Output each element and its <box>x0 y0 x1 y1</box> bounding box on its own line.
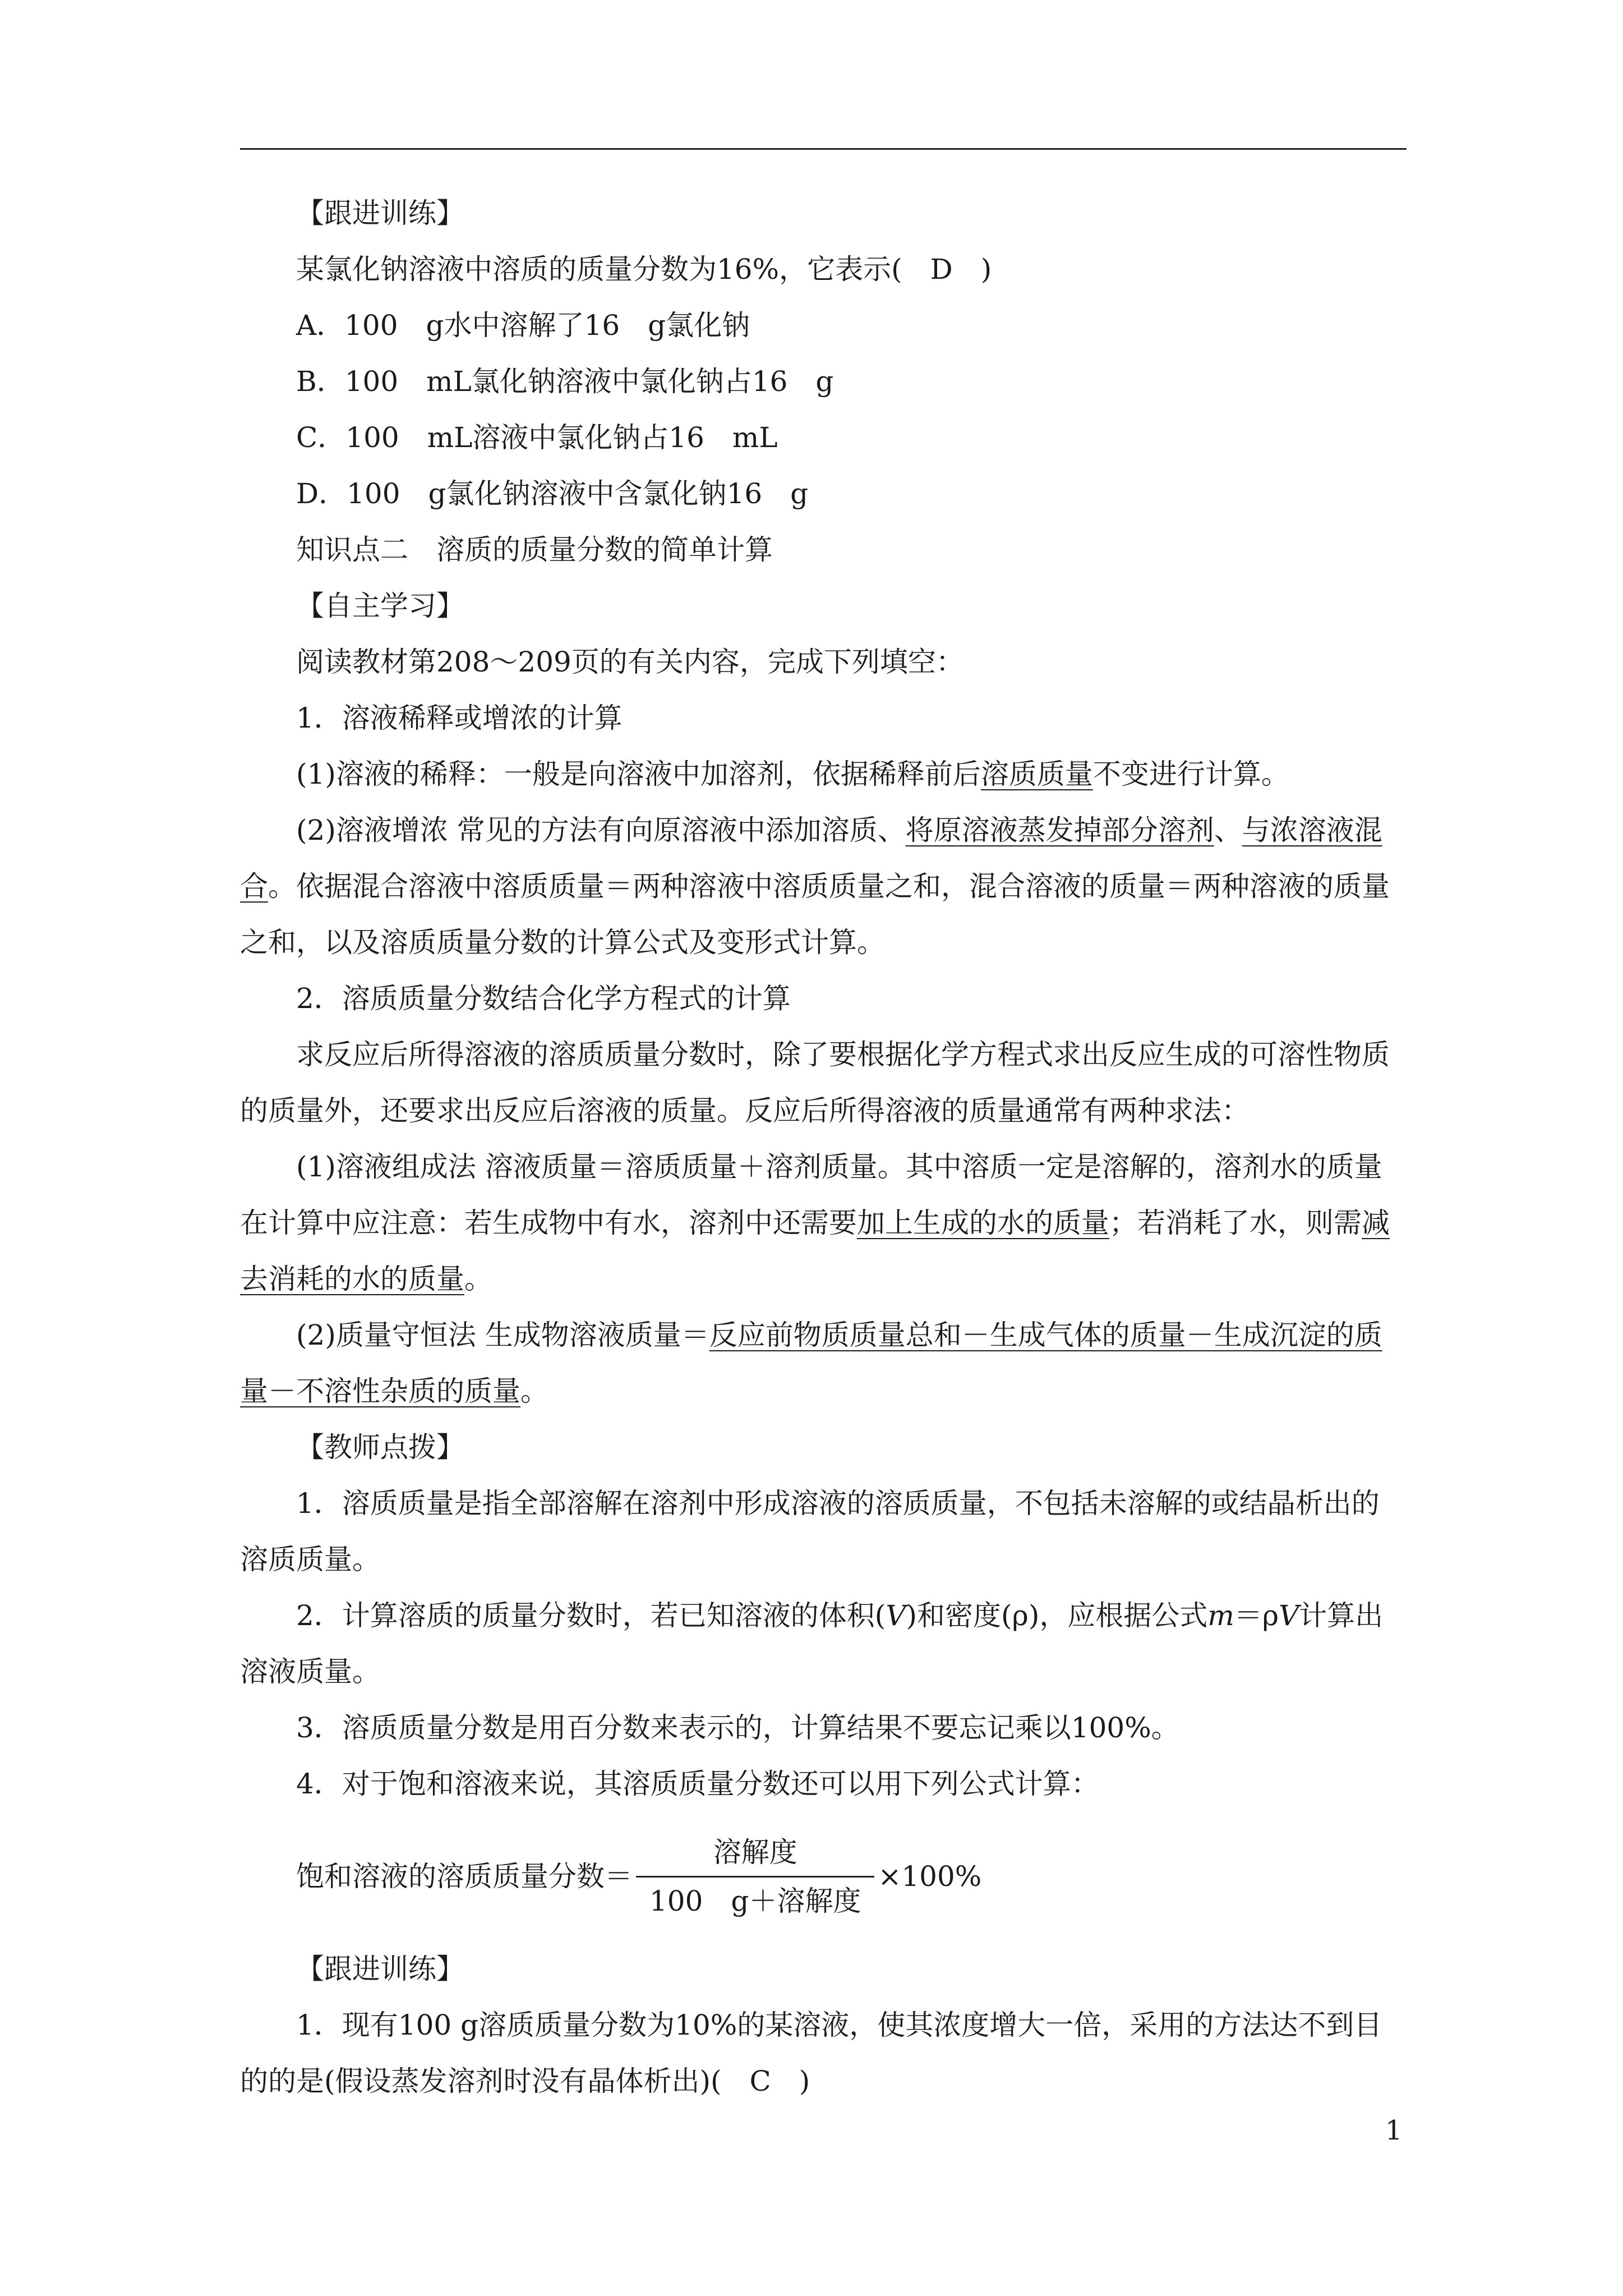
fill-answer: 减去消耗的水的质量 <box>240 1207 1390 1295</box>
text: (2)溶液增浓 常见的方法有向原溶液中添加溶质、 <box>296 814 906 846</box>
text: (1)溶液组成法 溶液质量＝溶质质量＋溶剂质量。其中溶质一定是溶解的，溶剂水的质量在计算中应注意：若生成物中有水，溶剂中还需要 <box>240 1151 1382 1239</box>
question-stem: 某氯化钠溶液中溶质的质量分数为16%，它表示( D ) <box>296 253 992 286</box>
fill-answer: 将原溶液蒸发掉部分溶剂 <box>905 814 1214 846</box>
formula-right: ×100% <box>878 1860 982 1893</box>
symbol-v: V <box>1279 1599 1299 1632</box>
paragraph-composition-method <box>240 1139 1407 1307</box>
header-rule <box>240 148 1407 150</box>
page-number: 1 <box>1385 2115 1403 2146</box>
symbol-v: V <box>886 1599 906 1632</box>
fraction-numerator: 溶解度 <box>713 1835 797 1869</box>
option-d: D．100 g氯化钠溶液中含氯化钠16 g <box>296 477 809 510</box>
text: 计算出溶液质量。 <box>240 1599 1384 1688</box>
fill-answer: 反应前物质质量总和－生成气体的质量－生成沉淀的质量－不溶性杂质的质量 <box>240 1319 1382 1407</box>
formula-fraction <box>636 1829 874 1925</box>
text: ；若消耗了水，则需 <box>1109 1207 1362 1239</box>
tip-2 <box>240 1588 1407 1700</box>
knowledge-point-heading: 知识点二 溶质的质量分数的简单计算 <box>296 533 773 566</box>
reading-instruction: 阅读教材第208～209页的有关内容，完成下列填空： <box>296 646 964 678</box>
item-heading-equation: 2．溶质质量分数结合化学方程式的计算 <box>296 982 791 1015</box>
option-c: C．100 mL溶液中氯化钠占16 mL <box>296 421 778 454</box>
formula-left: 饱和溶液的溶质质量分数＝ <box>296 1860 633 1893</box>
fill-answer: 加上生成的水的质量 <box>857 1207 1109 1239</box>
item-heading-dilution: 1．溶液稀释或增浓的计算 <box>296 702 623 734</box>
text: (2)质量守恒法 生成物溶液质量＝ <box>296 1319 709 1351</box>
tip-1: 1．溶质质量是指全部溶解在溶剂中形成溶液的溶质质量，不包括未溶解的或结晶析出的溶质质量。 <box>240 1487 1380 1576</box>
saturated-formula <box>240 1812 1407 1941</box>
question-2-stem: 1．现有100 g溶质质量分数为10%的某溶液，使其浓度增大一倍，采用的方法达不到目的的是(假设蒸发溶剂时没有晶体析出)( C ) <box>240 2009 1382 2097</box>
document-body <box>240 185 1407 2109</box>
tip-3: 3．溶质质量分数是用百分数来表示的，计算结果不要忘记乘以100%。 <box>296 1711 1179 1744</box>
text: 、 <box>1214 814 1242 846</box>
section-title-teacher-tips: 【教师点拨】 <box>296 1431 464 1464</box>
symbol-m: m <box>1207 1599 1234 1632</box>
option-b: B．100 mL氯化钠溶液中氯化钠占16 g <box>296 365 834 398</box>
text: )和密度(ρ)，应根据公式 <box>906 1599 1208 1632</box>
section-title-self-study: 【自主学习】 <box>296 590 464 622</box>
text: ＝ρ <box>1234 1599 1279 1632</box>
text: (1)溶液的稀释：一般是向溶液中加溶剂，依据稀释前后 <box>296 758 981 790</box>
paragraph-dilution <box>240 746 1407 802</box>
paragraph-concentration <box>240 802 1407 970</box>
fraction-denominator: 100 g＋溶解度 <box>636 1876 874 1925</box>
section-title-follow-training: 【跟进训练】 <box>296 197 464 229</box>
text: 。 <box>464 1263 492 1295</box>
option-a: A．100 g水中溶解了16 g氯化钠 <box>296 309 750 342</box>
fill-answer: 溶质质量 <box>980 758 1093 790</box>
fill-answer: 与浓溶液混合 <box>240 814 1382 903</box>
text: 。 <box>520 1375 548 1407</box>
text: 不变进行计算。 <box>1092 758 1289 790</box>
text: 2．计算溶质的质量分数时，若已知溶液的体积( <box>296 1599 886 1632</box>
paragraph-reaction-intro: 求反应后所得溶液的溶质质量分数时，除了要根据化学方程式求出反应生成的可溶性物质的质量外，还要求出反应后溶液的质量。反应后所得溶液的质量通常有两种求法： <box>240 1038 1390 1127</box>
tip-4: 4．对于饱和溶液来说，其溶质质量分数还可以用下列公式计算： <box>296 1768 1099 1800</box>
text: 。依据混合溶液中溶质质量＝两种溶液中溶质质量之和，混合溶液的质量＝两种溶液的质量之和，以及溶质质量分数的计算公式及变形式计算。 <box>240 870 1390 959</box>
section-title-follow-training-2: 【跟进训练】 <box>296 1953 464 1985</box>
paragraph-conservation-method <box>240 1307 1407 1419</box>
